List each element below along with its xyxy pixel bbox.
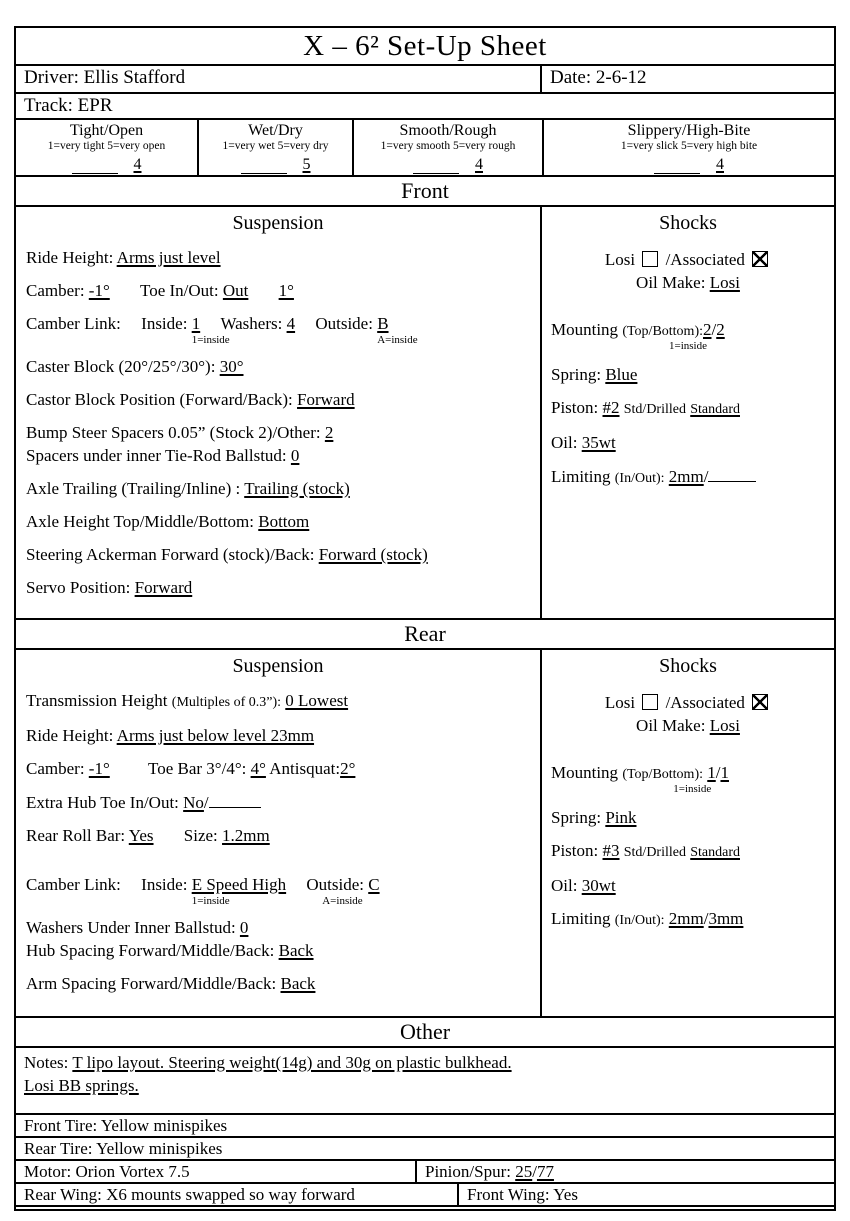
front-camber-link-line	[26, 313, 530, 346]
rating-value-line	[241, 156, 311, 174]
blank-line	[209, 791, 261, 808]
value: Bottom	[258, 512, 310, 531]
washers-value: 4	[286, 314, 296, 333]
rear-wing-label: Rear Wing:	[24, 1185, 102, 1204]
value: Arms just level	[116, 248, 221, 267]
notes-line-2	[24, 1074, 826, 1097]
notes-text-2: Losi BB springs.	[24, 1076, 139, 1095]
inside-note: 1=inside	[191, 334, 230, 346]
rating-scale: 1=very tight 5=very open	[47, 140, 166, 152]
value: Forward	[134, 578, 193, 597]
pinion-spur-label: Pinion/Spur:	[425, 1162, 511, 1181]
camber-link-label: Camber Link:	[26, 875, 121, 894]
rating-tight-open	[16, 120, 197, 175]
slash: /	[532, 1162, 537, 1181]
rear-tire-label: Rear Tire:	[24, 1139, 93, 1158]
inside-label: Inside:	[141, 314, 188, 333]
label: Oil Make:	[636, 716, 706, 735]
driver-cell	[16, 66, 540, 92]
label: Oil Make:	[636, 273, 706, 292]
rear-limiting-line	[551, 908, 825, 931]
antisquat-value: 2°	[340, 759, 356, 778]
other-section-header: Other	[16, 1016, 834, 1046]
label: Transmission Height	[26, 691, 168, 710]
rear-section-header: Rear	[16, 618, 834, 648]
toe-degrees: 1°	[278, 281, 294, 300]
rating-value: 5	[302, 156, 311, 173]
value: No	[183, 793, 204, 812]
front-ride-height-line	[26, 247, 530, 268]
front-tire-value: Yellow minispikes	[100, 1116, 228, 1135]
label: Ride Height:	[26, 726, 114, 745]
track-label: Track:	[24, 95, 73, 116]
date-cell	[540, 66, 834, 92]
front-oil-make-line	[551, 272, 825, 293]
motor-row	[16, 1159, 834, 1182]
rear-washers-line	[26, 917, 530, 938]
value: #3	[602, 841, 620, 860]
paren-label: (In/Out):	[614, 913, 665, 928]
inside-value: 1	[191, 314, 201, 333]
date-value: 2-6-12	[595, 67, 647, 88]
mounting-top: 1	[707, 763, 716, 782]
front-castor-position-line	[26, 389, 530, 410]
rating-value-line	[72, 156, 142, 174]
outside-stack	[377, 313, 418, 346]
front-suspension-column	[16, 207, 540, 618]
blank-line	[241, 158, 287, 174]
rating-value: 4	[133, 156, 142, 173]
rear-tire-value: Yellow minispikes	[96, 1139, 223, 1158]
notes-row	[16, 1046, 834, 1113]
slash: /	[203, 793, 209, 812]
associated-checkbox-checked	[752, 251, 768, 267]
toe-label: Toe In/Out:	[140, 281, 219, 300]
label: Steering Ackerman Forward (stock)/Back:	[26, 545, 315, 564]
value: Trailing (stock)	[244, 479, 350, 498]
label: Ride Height:	[26, 248, 114, 267]
front-axle-height-line	[26, 511, 530, 532]
mounting-note: 1=inside	[673, 783, 712, 795]
rating-value-line	[654, 156, 724, 174]
front-body	[16, 205, 834, 618]
rating-title: Tight/Open	[69, 122, 144, 139]
value: Forward	[297, 390, 355, 409]
label: Arm Spacing Forward/Middle/Back:	[26, 974, 277, 993]
rating-title: Slippery/High-Bite	[627, 122, 751, 139]
size-label: Size:	[183, 826, 218, 845]
front-tie-rod-spacers-line	[26, 445, 530, 466]
inside-stack	[191, 313, 230, 346]
front-bump-steer-line	[26, 422, 530, 443]
front-oil-line	[551, 432, 825, 453]
label: Servo Position:	[26, 578, 131, 597]
front-servo-line	[26, 577, 530, 598]
pinion-value: 25	[515, 1162, 533, 1181]
toe-bar-value: 4°	[250, 759, 266, 778]
mounting-top: 2	[703, 320, 712, 339]
size-value: 1.2mm	[222, 826, 270, 845]
front-wing-label: Front Wing:	[467, 1185, 550, 1204]
label: Castor Block Position (Forward/Back):	[26, 390, 293, 409]
rear-wing-cell	[16, 1184, 457, 1205]
limiting-in: 2mm	[668, 909, 704, 928]
front-caster-block-line	[26, 356, 530, 377]
mounting-stack	[669, 319, 725, 352]
value: 30wt	[581, 876, 616, 895]
value: Losi	[709, 273, 740, 292]
label: Mounting	[551, 763, 619, 782]
rating-value: 4	[475, 156, 483, 173]
rear-oil-make-line	[551, 715, 825, 736]
mounting-note: 1=inside	[669, 340, 707, 352]
roll-bar-value: Yes	[128, 826, 154, 845]
label: Limiting	[551, 909, 611, 928]
camber-label: Camber:	[26, 281, 85, 300]
rear-transmission-line	[26, 690, 530, 713]
outside-value: B	[377, 314, 389, 333]
rating-value: 4	[716, 156, 724, 173]
losi-label: Losi	[604, 250, 636, 269]
label: Oil:	[551, 876, 578, 895]
rear-camber-toebar-line	[26, 758, 530, 779]
toe-value: Out	[222, 281, 249, 300]
value: 0	[290, 446, 300, 465]
front-shock-brand-line	[551, 249, 825, 270]
paren-label: (Multiples of 0.3”):	[171, 695, 282, 710]
rating-value-line	[413, 156, 483, 174]
rear-mounting-line	[551, 762, 825, 795]
rear-tire-row	[16, 1136, 834, 1159]
outside-note: A=inside	[322, 895, 363, 907]
limiting-out: 3mm	[708, 909, 744, 928]
front-suspension-title: Suspension	[232, 212, 324, 234]
front-axle-trailing-line	[26, 478, 530, 499]
blank-line	[708, 465, 756, 482]
rear-hub-spacing-line	[26, 940, 530, 961]
rating-scale: 1=very smooth 5=very rough	[380, 140, 516, 152]
rear-shock-brand-line	[551, 692, 825, 713]
inside-label: Inside:	[141, 875, 188, 894]
losi-checkbox-unchecked	[642, 694, 658, 710]
front-section-header: Front	[16, 175, 834, 205]
mounting-bottom: 1	[720, 763, 729, 782]
std-drilled-label: Std/Drilled	[623, 402, 686, 417]
label: Spring:	[551, 808, 602, 827]
driver-value: Ellis Stafford	[83, 67, 186, 88]
value: #2	[602, 398, 620, 417]
motor-label: Motor:	[24, 1162, 72, 1181]
label: Washers Under Inner Ballstud:	[26, 918, 236, 937]
rear-shocks-column	[540, 650, 834, 1016]
paren-label: (Top/Bottom):	[622, 324, 703, 339]
notes-text-1: T lipo layout. Steering weight(14g) and 30g on plastic bulkhead.	[72, 1053, 512, 1072]
driver-date-row	[16, 64, 834, 92]
mounting-bottom: 2	[716, 320, 725, 339]
paren-label: (In/Out):	[614, 471, 665, 486]
inside-value: E Speed High	[191, 875, 287, 894]
label: Piston:	[551, 841, 599, 860]
rear-body	[16, 648, 834, 1016]
value: Losi	[709, 716, 740, 735]
value: 35wt	[581, 433, 616, 452]
slash: /	[715, 763, 721, 782]
front-wing-cell	[457, 1184, 834, 1205]
pinion-spur-cell	[415, 1161, 834, 1182]
value: Back	[278, 941, 314, 960]
spur-value: 77	[536, 1162, 554, 1181]
sheet-title: X – 6² Set-Up Sheet	[303, 29, 547, 62]
camber-value: -1°	[88, 759, 110, 778]
front-spring-line	[551, 364, 825, 385]
rating-slippery-highbite	[542, 120, 834, 175]
rear-extra-hub-toe-line	[26, 791, 530, 813]
rear-wing-value: X6 mounts swapped so way forward	[106, 1185, 355, 1204]
front-shocks-column	[540, 207, 834, 618]
front-mounting-line	[551, 319, 825, 352]
outside-value: C	[368, 875, 380, 894]
blank-line	[72, 158, 118, 174]
value: Pink	[605, 808, 637, 827]
rating-title: Smooth/Rough	[399, 122, 497, 139]
label: Hub Spacing Forward/Middle/Back:	[26, 941, 275, 960]
value: 0 Lowest	[285, 691, 349, 710]
value: Back	[280, 974, 316, 993]
front-ackerman-line	[26, 544, 530, 565]
front-limiting-line	[551, 465, 825, 489]
associated-checkbox-checked	[752, 694, 768, 710]
rating-title: Wet/Dry	[248, 122, 303, 139]
notes-line-1	[24, 1051, 826, 1074]
wing-row	[16, 1182, 834, 1205]
rear-suspension-title: Suspension	[232, 655, 324, 677]
rear-camber-link-line	[26, 874, 530, 907]
notes-label: Notes:	[24, 1053, 69, 1072]
rating-scale: 1=very slick 5=very high bite	[620, 140, 758, 152]
front-tire-label: Front Tire:	[24, 1116, 98, 1135]
rear-ride-height-line	[26, 725, 530, 746]
piston-type: Standard	[690, 845, 740, 860]
front-camber-toe-line	[26, 280, 530, 301]
blank-line	[654, 158, 700, 174]
antisquat-label: Antisquat:	[269, 759, 341, 778]
value: Arms just below level 23mm	[116, 726, 315, 745]
front-tire-row	[16, 1113, 834, 1136]
front-shocks-title: Shocks	[659, 212, 717, 234]
front-wing-value: Yes	[553, 1185, 578, 1204]
rear-oil-line	[551, 875, 825, 896]
losi-label: Losi	[604, 693, 636, 712]
empty-row	[16, 1205, 834, 1209]
camber-label: Camber:	[26, 759, 85, 778]
driver-label: Driver:	[24, 67, 79, 88]
label: Caster Block (20°/25°/30°):	[26, 357, 216, 376]
camber-value: -1°	[88, 281, 110, 300]
label: Bump Steer Spacers 0.05” (Stock 2)/Other:	[26, 423, 321, 442]
associated-label: /Associated	[665, 250, 745, 269]
front-piston-line	[551, 397, 825, 420]
date-label: Date:	[550, 67, 592, 88]
rear-shocks-title: Shocks	[659, 655, 717, 677]
std-drilled-label: Std/Drilled	[623, 845, 686, 860]
mounting-stack	[673, 762, 729, 795]
value: 2	[324, 423, 334, 442]
slash: /	[703, 909, 709, 928]
rear-spring-line	[551, 807, 825, 828]
value: 30°	[219, 357, 244, 376]
label: Spacers under inner Tie-Rod Ballstud:	[26, 446, 287, 465]
rear-arm-spacing-line	[26, 973, 530, 994]
blank-line	[413, 158, 459, 174]
label: Extra Hub Toe In/Out:	[26, 793, 179, 812]
rear-roll-bar-line	[26, 825, 530, 846]
label: Limiting	[551, 467, 611, 486]
inside-stack	[191, 874, 287, 907]
label: Axle Trailing (Trailing/Inline) :	[26, 479, 241, 498]
motor-cell	[16, 1161, 415, 1182]
value: Blue	[605, 365, 638, 384]
washers-label: Washers:	[220, 314, 283, 333]
outside-label: Outside:	[315, 314, 373, 333]
label: Axle Height Top/Middle/Bottom:	[26, 512, 254, 531]
motor-value: Orion Vortex 7.5	[75, 1162, 190, 1181]
rear-piston-line	[551, 840, 825, 863]
associated-label: /Associated	[665, 693, 745, 712]
value: Forward (stock)	[318, 545, 428, 564]
rating-wet-dry	[197, 120, 352, 175]
label: Mounting	[551, 320, 619, 339]
losi-checkbox-unchecked	[642, 251, 658, 267]
inside-note: 1=inside	[191, 895, 230, 907]
label: Spring:	[551, 365, 602, 384]
track-value: EPR	[77, 95, 113, 116]
paren-label: (Top/Bottom):	[622, 767, 703, 782]
rating-scale: 1=very wet 5=very dry	[222, 140, 329, 152]
setup-sheet	[14, 26, 836, 1211]
track-row	[16, 92, 834, 118]
outside-label: Outside:	[306, 875, 364, 894]
camber-link-label: Camber Link:	[26, 314, 121, 333]
piston-type: Standard	[690, 402, 740, 417]
toe-bar-label: Toe Bar 3°/4°:	[148, 759, 247, 778]
slash: /	[703, 467, 709, 486]
label: Piston:	[551, 398, 599, 417]
label: Oil:	[551, 433, 578, 452]
slash: /	[711, 320, 717, 339]
outside-note: A=inside	[377, 334, 418, 346]
limiting-in: 2mm	[668, 467, 704, 486]
roll-bar-label: Rear Roll Bar:	[26, 826, 126, 845]
ratings-row	[16, 118, 834, 175]
value: 0	[239, 918, 249, 937]
rating-smooth-rough	[352, 120, 542, 175]
rear-suspension-column	[16, 650, 540, 1016]
